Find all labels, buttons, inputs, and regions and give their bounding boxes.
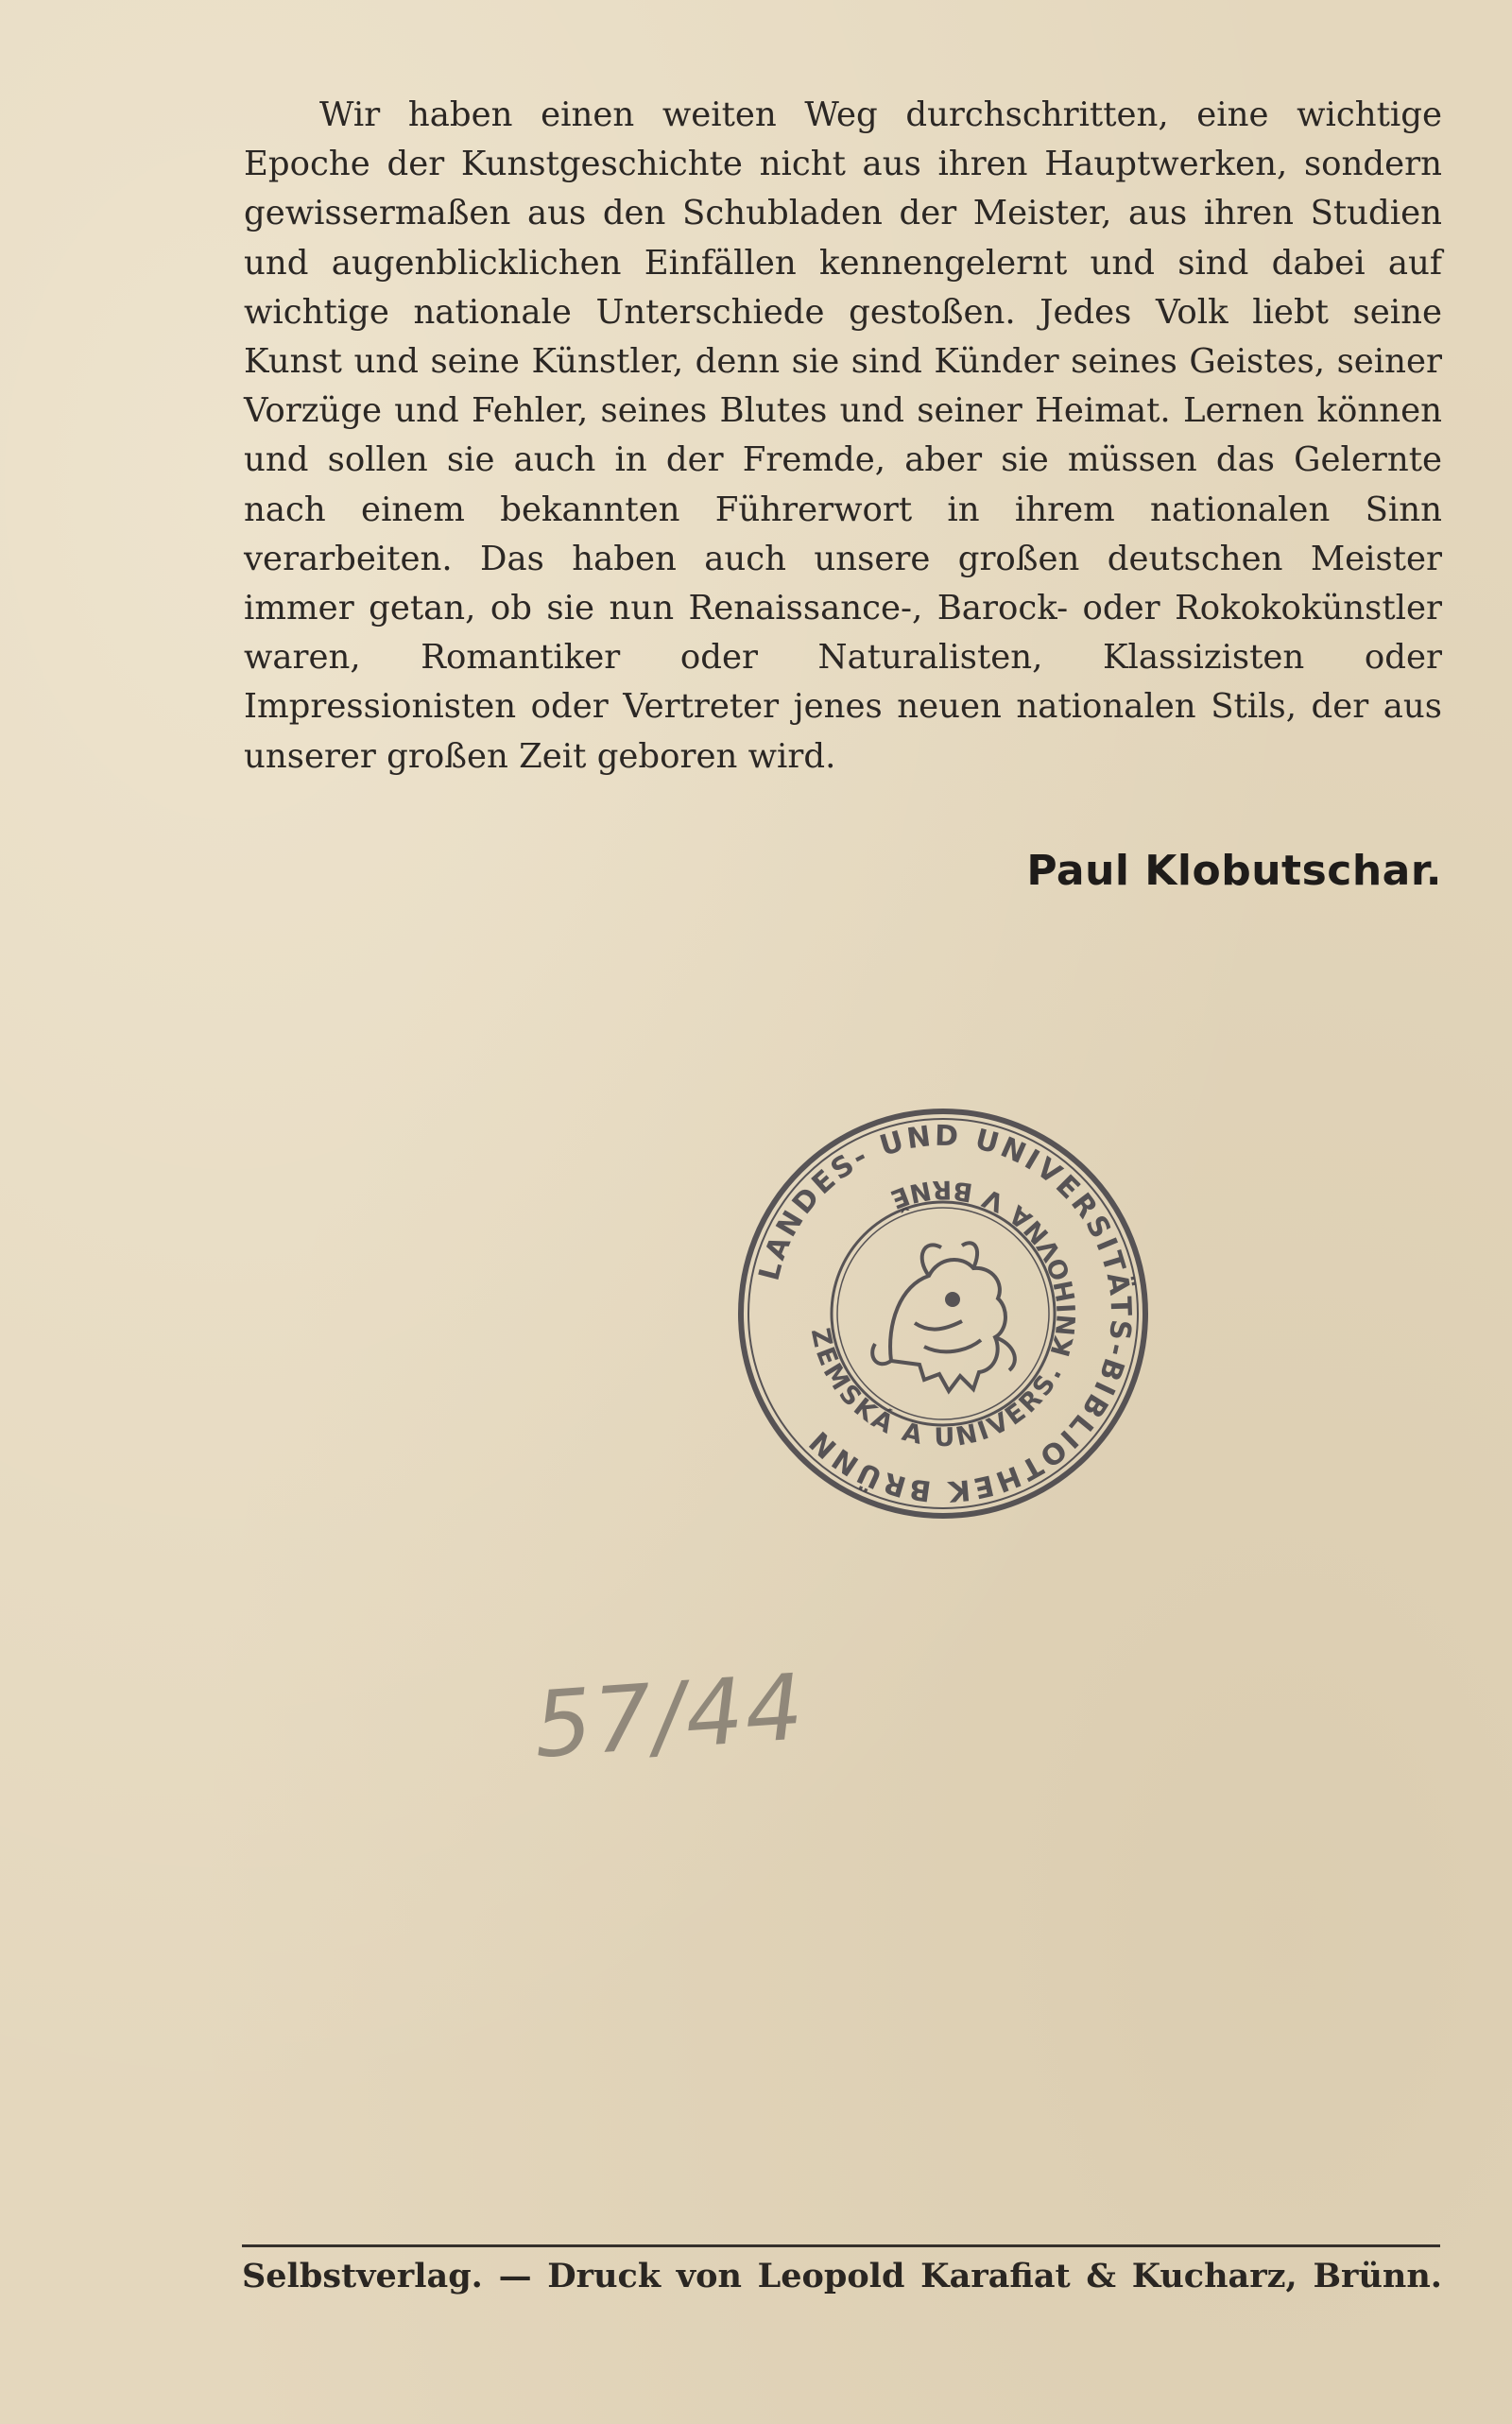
author-signature: Paul Klobutschar. bbox=[1026, 847, 1442, 895]
heraldic-lion-icon bbox=[872, 1243, 1015, 1391]
stamp-inner-text: ZEMSKÁ A UNIVERS. KNIHOVNA V BRNĚ bbox=[804, 1174, 1083, 1453]
library-stamp bbox=[726, 1096, 1160, 1531]
handwritten-shelf-mark: 57/44 bbox=[530, 1654, 809, 1779]
printer-imprint: Selbstverlag. — Druck von Leopold Karafiat & Kucharz, Brünn. bbox=[242, 2257, 1442, 2295]
footer-rule bbox=[242, 2244, 1440, 2247]
body-paragraph: Wir haben einen weiten Weg durchschritten, eine wichtige Epoche der Kunstgeschichte nicht aus ihren Hauptwerken, sondern gewissermaßen aus den Schubladen der Meister, aus ihren Studien und augenblicklichen Einfällen kennengelernt und sind dabei auf wichtige nationale Unterschiede gestoßen. Jedes Volk liebt seine Kunst und seine Künstler, denn sie sind Künder seines Geistes, seiner Vorzüge und Fehler, seines Blutes und seiner Heimat. Lernen können und sollen sie auch in der Fremde, aber sie müssen das Gelernte nach einem bekannten Führerwort in ihrem nationalen Sinn verarbeiten. Das haben auch unsere großen deutschen Meister immer getan, ob sie nun Renaissance-, Barock- oder Rokokokünstler waren, Romantiker oder Naturalisten, Klassizisten oder Impressionisten oder Vertreter jenes neuen nationalen Stils, der aus unserer großen Zeit geboren wird. bbox=[244, 95, 1442, 776]
stamp-outer-text: LANDES- UND UNIVERSITÄTS-BIBLIOTHEK BRÜNN bbox=[752, 1119, 1138, 1508]
